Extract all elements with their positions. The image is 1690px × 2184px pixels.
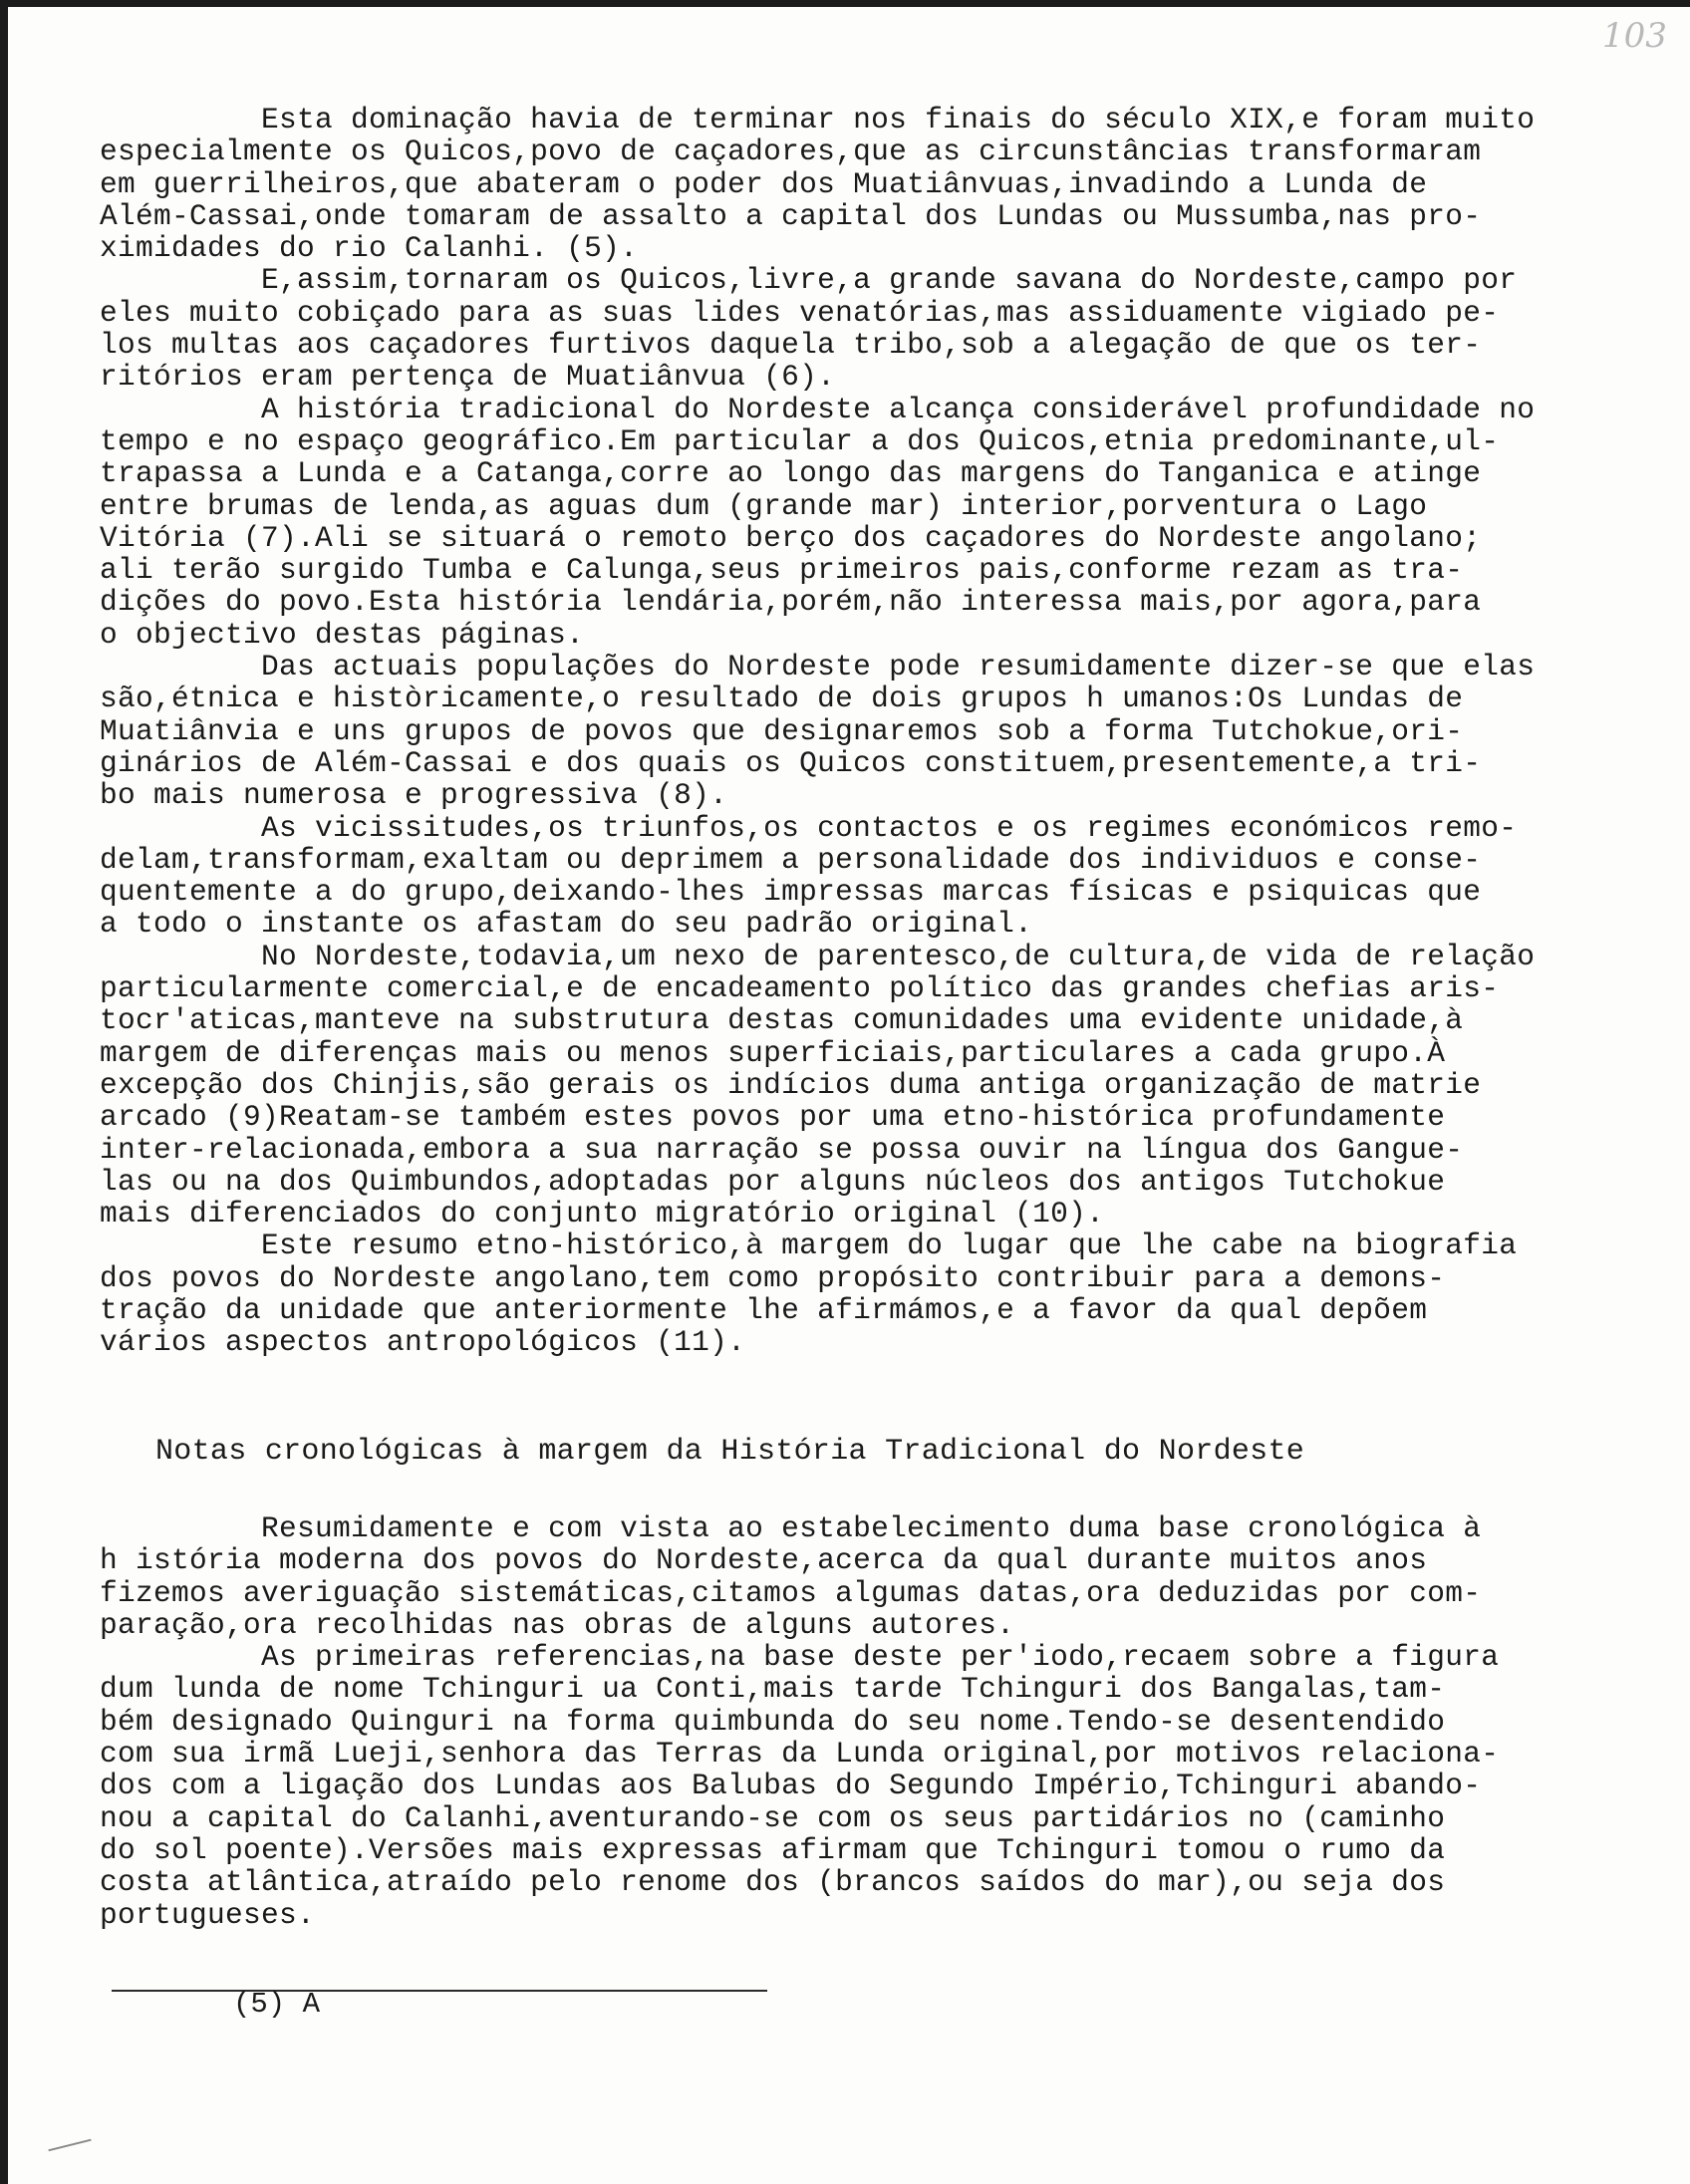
text-line: ximidades do rio Calanhi. (5). <box>100 231 639 266</box>
notes-line: dos com a ligação dos Lundas aos Balubas do Segundo Império,Tchinguri abando- <box>100 1769 1482 1803</box>
text-line: são,étnica e històricamente,o resultado de dois grupos h umanos:Os Lundas de <box>100 682 1464 716</box>
text-line: ali terão surgido Tumba e Calunga,seus primeiros pais,conforme rezam as tra- <box>100 553 1464 588</box>
pen-stroke-mark <box>48 2139 91 2152</box>
text-line: inter-relacionada,embora a sua narração se possa ouvir na língua dos Gangue- <box>100 1132 1464 1167</box>
text-line: tração da unidade que anteriormente lhe afirmámos,e a favor da qual depõem <box>100 1292 1428 1327</box>
text-line: tocr'aticas,manteve na substrutura destas comunidades uma evidente unidade,à <box>100 1003 1464 1038</box>
text-line: las ou na dos Quimbundos,adoptadas por alguns núcleos dos antigos Tutchokue <box>100 1164 1446 1199</box>
text-line: Vitória (7).Ali se situará o remoto berço dos caçadores do Nordeste angolano; <box>100 520 1482 555</box>
text-line: tempo e no espaço geográfico.Em particular a dos Quicos,etnia predominante,ul- <box>100 423 1500 458</box>
text-line: delam,transformam,exaltam ou deprimem a personalidade dos individuos e conse- <box>100 842 1482 877</box>
footnote-reference: (5) A <box>233 1988 321 2021</box>
text-line: ginários de Além-Cassai e dos quais os Quicos constituem,presentemente,a tri- <box>100 745 1482 780</box>
text-line: bo mais numerosa e progressiva (8). <box>100 778 728 813</box>
page-number-mark: 103 <box>1602 16 1667 56</box>
notes-line: bém designado Quinguri na forma quimbunda do seu nome.Tendo-se desentendido <box>100 1704 1446 1739</box>
text-line: dições do povo.Esta história lendária,porém,não interessa mais,por agora,para <box>100 585 1482 620</box>
text-line: los multas aos caçadores furtivos daquela tribo,sob a alegação de que os ter- <box>100 328 1482 363</box>
text-line: eles muito cobiçado para as suas lides venatórias,mas assiduamente vigiado pe- <box>100 295 1500 330</box>
notes-line: costa atlântica,atraído pelo renome dos (brancos saídos do mar),ou seja dos <box>100 1865 1446 1900</box>
notes-body-text <box>100 1512 1674 1931</box>
text-line: mais diferenciados do conjunto migratório original (10). <box>100 1197 1105 1231</box>
text-line: trapassa a Lunda e a Catanga,corre ao longo das margens do Tanganica e atinge <box>100 456 1482 491</box>
notes-line: fizemos averiguação sistemáticas,citamos algumas datas,ora deduzidas por com- <box>100 1575 1482 1610</box>
main-body-text <box>100 104 1674 1359</box>
text-line: margem de diferenças mais ou menos superficiais,particulares a cada grupo.À <box>100 1035 1446 1070</box>
scan-border-top <box>0 0 1690 7</box>
text-line: A história tradicional do Nordeste alcança considerável profundidade no <box>100 392 1536 426</box>
notes-line: Resumidamente e com vista ao estabelecimento duma base cronológica à <box>100 1511 1482 1545</box>
scan-border-left <box>0 0 8 2184</box>
text-line: excepção dos Chinjis,são gerais os indícios duma antiga organização de matrie <box>100 1067 1482 1102</box>
text-line: Das actuais populações do Nordeste pode resumidamente dizer-se que elas <box>100 650 1536 684</box>
text-line: As vicissitudes,os triunfos,os contactos e os regimes económicos remo- <box>100 810 1518 845</box>
notes-line: portugueses. <box>100 1897 316 1932</box>
text-line: o objectivo destas páginas. <box>100 617 585 652</box>
footnote-divider <box>112 1990 767 1992</box>
notes-line: As primeiras referencias,na base deste per'iodo,recaem sobre a figura <box>100 1640 1500 1675</box>
notes-line: paração,ora recolhidas nas obras de alguns autores. <box>100 1607 1015 1642</box>
text-line: a todo o instante os afastam do seu padrão original. <box>100 907 1033 942</box>
notes-line: do sol poente).Versões mais expressas afirmam que Tchinguri tomou o rumo da <box>100 1832 1446 1867</box>
text-line: em guerrilheiros,que abateram o poder dos Muatiânvuas,invadindo a Lunda de <box>100 166 1428 201</box>
notes-line: com sua irmã Lueji,senhora das Terras da Lunda original,por motivos relaciona- <box>100 1737 1500 1772</box>
notes-line: h istória moderna dos povos do Nordeste,acerca da qual durante muitos anos <box>100 1543 1428 1578</box>
text-line: Muatiânvia e uns grupos de povos que designaremos sob a forma Tutchokue,ori- <box>100 713 1464 748</box>
text-line: quentemente a do grupo,deixando-lhes impressas marcas físicas e psiquicas que <box>100 875 1482 910</box>
text-line: entre brumas de lenda,as aguas dum (grande mar) interior,porventura o Lago <box>100 488 1428 523</box>
text-line: No Nordeste,todavia,um nexo de parentesco,de cultura,de vida de relação <box>100 939 1536 973</box>
text-line: Este resumo etno-histórico,à margem do lugar que lhe cabe na biografia <box>100 1228 1518 1263</box>
text-line: arcado (9)Reatam-se também estes povos por uma etno-histórica profundamente <box>100 1100 1446 1135</box>
text-line: especialmente os Quicos,povo de caçadores,que as circunstâncias transformaram <box>100 135 1482 169</box>
text-line: dos povos do Nordeste angolano,tem como propósito contribuir para a demons- <box>100 1260 1446 1295</box>
text-line: Esta dominação havia de terminar nos finais do século XIX,e foram muito <box>100 103 1536 136</box>
notes-line: nou a capital do Calanhi,aventurando-se com os seus partidários no (caminho <box>100 1800 1446 1835</box>
text-line: particularmente comercial,e de encadeamento político das grandes chefias aris- <box>100 971 1500 1006</box>
text-line: vários aspectos antropológicos (11). <box>100 1325 746 1360</box>
text-line: E,assim,tornaram os Quicos,livre,a grande savana do Nordeste,campo por <box>100 263 1518 298</box>
notes-line: dum lunda de nome Tchinguri ua Conti,mais tarde Tchinguri dos Bangalas,tam- <box>100 1672 1446 1707</box>
section-heading: Notas cronológicas à margem da História Tradicional do Nordeste <box>155 1435 1305 1469</box>
text-line: Além-Cassai,onde tomaram de assalto a capital dos Lundas ou Mussumba,nas pro- <box>100 198 1482 233</box>
text-line: ritórios eram pertença de Muatiânvua (6). <box>100 360 836 395</box>
